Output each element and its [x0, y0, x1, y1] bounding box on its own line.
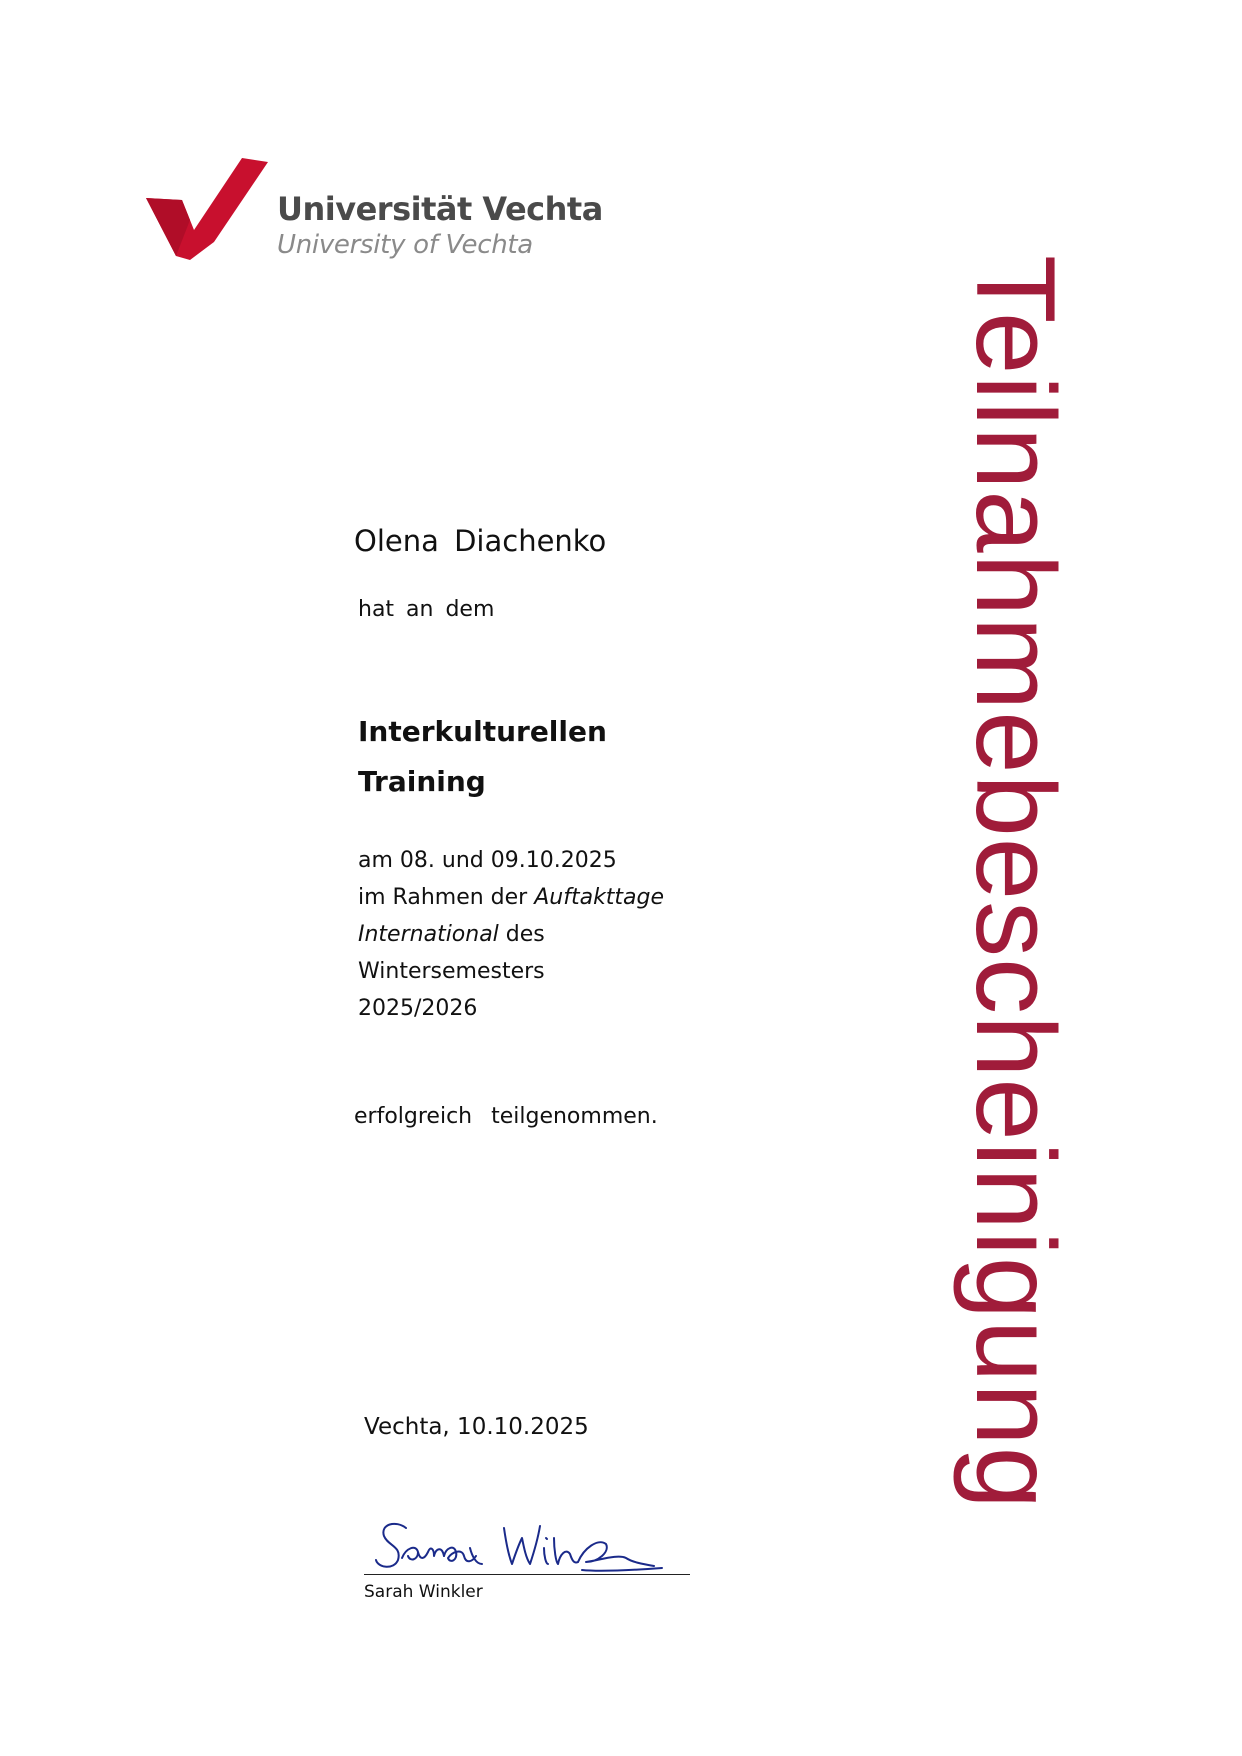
course-details [358, 842, 664, 1027]
document-title: Teilnahmebescheinigung [953, 255, 1078, 1510]
university-name-de: Universität Vechta [277, 190, 603, 228]
signature-line [364, 1574, 690, 1575]
handwritten-signature [372, 1508, 672, 1578]
intro-text: hat an dem [358, 597, 495, 622]
signer-name: Sarah Winkler [364, 1582, 483, 1602]
course-title-line-2: Training [358, 765, 486, 798]
details-line-2 [358, 879, 664, 916]
document-title-wrapper [953, 255, 1078, 1525]
details-line-1: am 08. und 09.10.2025 [358, 848, 617, 873]
course-title-line-1: Interkulturellen [358, 715, 607, 748]
details-line-2-prefix: im Rahmen der [358, 885, 535, 910]
place-and-date: Vechta, 10.10.2025 [364, 1414, 589, 1440]
details-line-3 [358, 916, 664, 953]
details-line-3-suffix: des [498, 922, 545, 947]
participant-name: Olena Diachenko [354, 524, 607, 558]
course-title [358, 707, 688, 807]
result-text: erfolgreich teilgenommen. [354, 1104, 658, 1129]
details-line-4: Wintersemesters [358, 959, 545, 984]
details-line-3-italic: International [358, 922, 499, 947]
university-logo-text [277, 190, 603, 262]
details-line-2-italic: Auftakttage [534, 885, 665, 910]
university-name-en: University of Vechta [277, 230, 533, 260]
checkmark-logo-icon [144, 150, 268, 264]
details-line-5: 2025/2026 [358, 996, 478, 1021]
